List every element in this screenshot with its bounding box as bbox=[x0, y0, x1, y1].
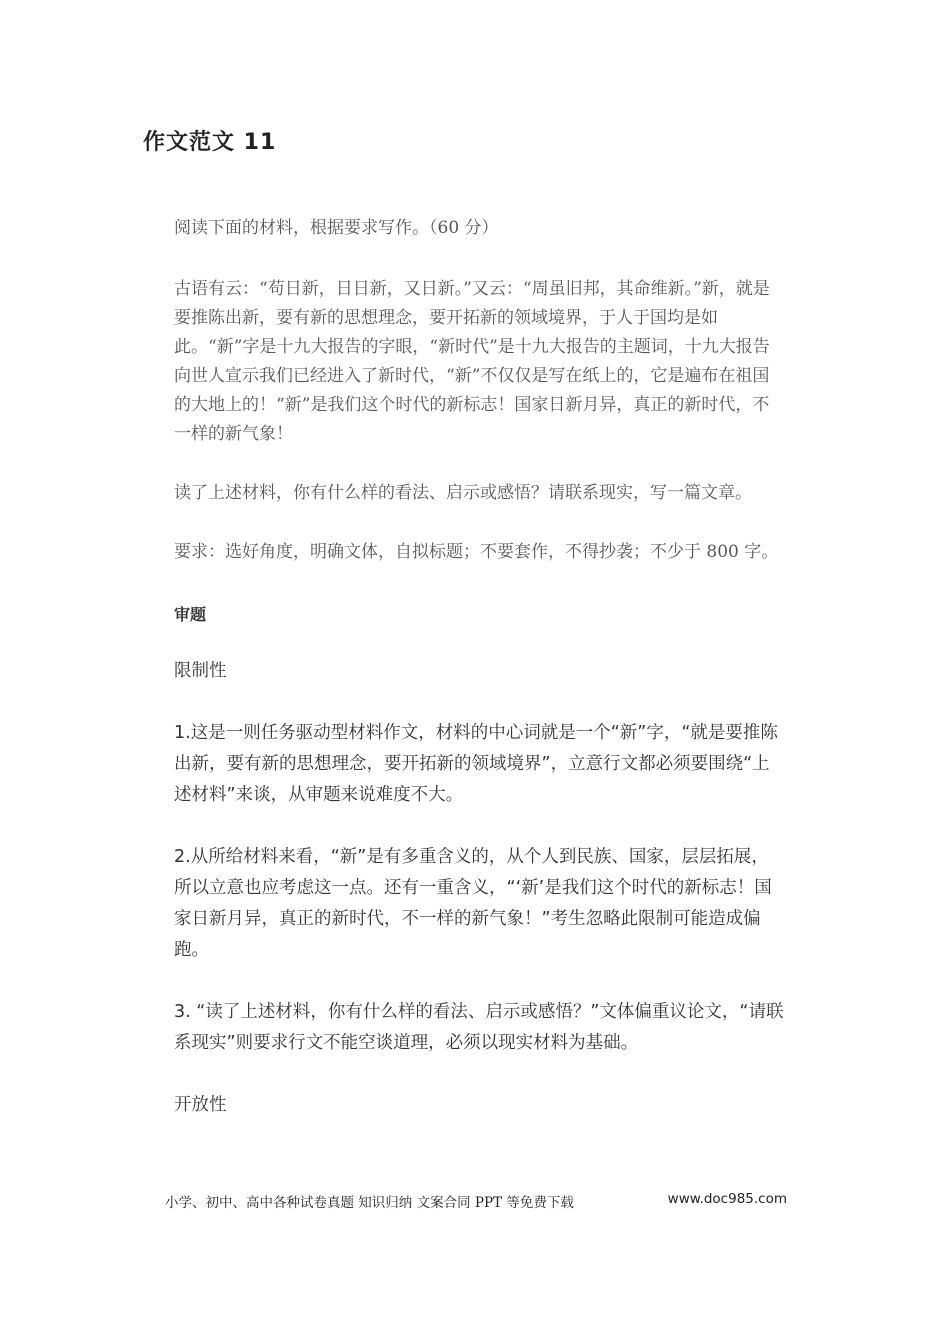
prompt-material: 古语有云：“苟日新，日日新，又日新。”又云：“周虽旧邦，其命维新。”新，就是要推陈出新，要有新的思想理念，要开拓新的领域境界，于人于国均是如此。“新”字是十九大报告的字眼，“新时代”是十九大报告的主题词，十九大报告向世人宣示我们已经进入了新时代，“新”不仅仅是写在纸上的，它是遍布在祖国的大地上的！“新”是我们这个时代的新标志！国家日新月异，真正的新时代，不一样的新气象！ bbox=[174, 279, 770, 444]
openness-heading: 开放性 bbox=[174, 1095, 227, 1115]
prompt-task: 读了上述材料，你有什么样的看法、启示或感悟？请联系现实，写一篇文章。 bbox=[174, 483, 752, 503]
document-body bbox=[174, 214, 784, 1152]
prompt-intro: 阅读下面的材料，根据要求写作。（60 分） bbox=[174, 218, 499, 238]
page-footer bbox=[165, 1191, 787, 1211]
footer-url[interactable]: www.doc985.com bbox=[667, 1191, 787, 1207]
analysis-point-2: 2.从所给材料来看，“新”是有多重含义的，从个人到民族、国家，层层拓展，所以立意也应考虑这一点。还有一重含义，“‘新’是我们这个时代的新标志！国家日新月异，真正的新时代，不一样的新气象！”考生忽略此限制可能造成偏跑。 bbox=[174, 847, 772, 960]
analysis-point-1: 1.这是一则任务驱动型材料作文，材料的中心词就是一个“新”字，“就是要推陈出新，要有新的思想理念，要开拓新的领域境界”，立意行文都必须要围绕“上述材料”来谈，从审题来说难度不大。 bbox=[174, 723, 778, 805]
analysis-heading: 审题 bbox=[174, 605, 207, 624]
prompt-requirements: 要求：选好角度，明确文体，自拟标题；不要套作，不得抄袭；不少于 800 字。 bbox=[174, 542, 779, 562]
page-title: 作文范文 11 bbox=[143, 130, 277, 155]
footer-text: 小学、初中、高中各种试卷真题 知识归纳 文案合同 PPT 等免费下载 bbox=[165, 1195, 574, 1211]
restriction-heading: 限制性 bbox=[174, 661, 227, 681]
analysis-point-3: 3. “读了上述材料，你有什么样的看法、启示或感悟？”文体偏重议论文，“请联系现实”则要求行文不能空谈道理，必须以现实材料为基础。 bbox=[174, 1002, 784, 1053]
